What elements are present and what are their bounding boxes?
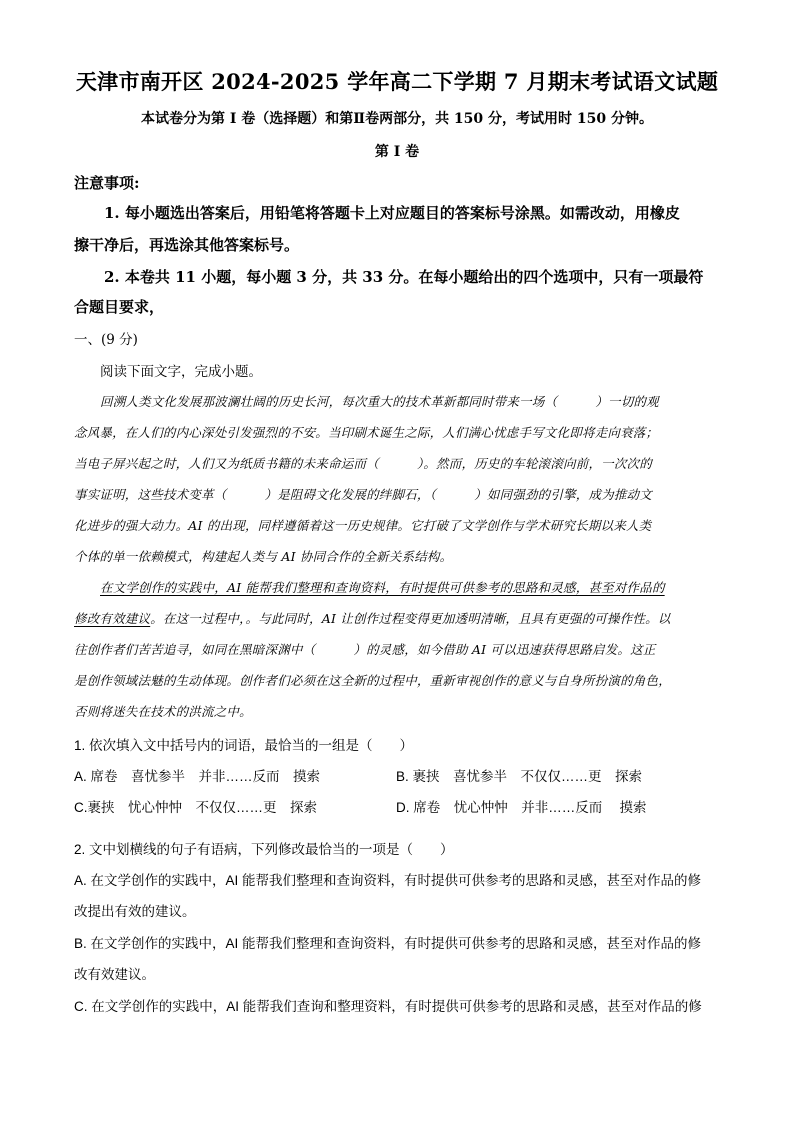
question-2-option-a-line-2: 改提出有效的建议。 <box>74 904 196 919</box>
underlined-sentence: 在文学创作的实践中，AI 能帮我们整理和查询资料，有时提供可供参考的思路和灵感，甚至对作品的 <box>100 580 665 595</box>
passage-line: 当电子屏兴起之时，人们又为纸质书籍的未来命运而（ ）。然而，历史的车轮滚滚向前，一次次的 <box>74 456 652 471</box>
notice-item-2-line-2: 合题目要求， <box>74 298 165 316</box>
passage-line: 个体的单一依赖模式，构建起人类与 AI 协同合作的全新关系结构。 <box>74 549 453 564</box>
passage-line: 事实证明，这些技术变革（ ）是阻碍文化发展的绊脚石，（ ）如同强劲的引擎，成为推动文 <box>74 487 652 502</box>
question-1-option-c: C.裹挟 忧心忡忡 不仅仅……更 探索 <box>74 800 317 815</box>
page-title: 天津市南开区 2024-2025 学年高二下学期 7 月期末考试语文试题 <box>75 69 719 94</box>
passage-line: 化进步的强大动力。AI 的出现，同样遵循着这一历史规律。它打破了文学创作与学术研究长期以来人类 <box>74 518 652 533</box>
volume-label: 第 I 卷 <box>374 144 420 160</box>
question-2-option-c-line-1: C. 在文学创作的实践中，AI 能帮我们查询和整理资料，有时提供可供参考的思路和灵感，甚至对作品的修 <box>74 999 702 1014</box>
question-2-option-b-line-1: B. 在文学创作的实践中，AI 能帮我们整理和查询资料，有时提供可供参考的思路和灵感，甚至对作品的修 <box>74 936 702 951</box>
notice-heading: 注意事项: <box>74 174 140 192</box>
passage-line: 念风暴，在人们的内心深处引发强烈的不安。当印刷术诞生之际，人们满心忧虑手写文化即将走向衰落； <box>74 425 659 440</box>
passage-line: 是创作领域法魅的生动体现。创作者们必须在这全新的过程中，重新审视创作的意义与自身所扮演的角色， <box>74 673 671 688</box>
question-1-option-b: B. 裹挟 喜忧参半 不仅仅……更 探索 <box>396 769 643 784</box>
underlined-sentence-end: 修改有效建议 <box>74 611 151 626</box>
question-2-option-a-line-1: A. 在文学创作的实践中，AI 能帮我们整理和查询资料，有时提供可供参考的思路和灵感，甚至对作品的修 <box>74 873 702 888</box>
notice-item-2-line-1: 2. 本卷共 11 小题，每小题 3 分，共 33 分。在每小题给出的四个选项中，只有一项最符 <box>104 268 704 286</box>
notice-item-1-line-1: 1. 每小题选出答案后，用铅笔将答题卡上对应题目的答案标号涂黑。如需改动，用橡皮 <box>104 204 680 222</box>
exam-subtitle: 本试卷分为第 I 卷（选择题）和第Ⅱ卷两部分，共 150 分，考试用时 150 分钟。 <box>140 111 654 127</box>
question-2-option-b-line-2: 改有效建议。 <box>74 967 155 982</box>
question-1-option-d: D. 席卷 忧心忡忡 并非……反而 摸索 <box>396 800 647 815</box>
section-instruction: 阅读下面文字，完成小题。 <box>100 364 262 380</box>
question-2-stem: 2. 文中划横线的句子有语病，下列修改最恰当的一项是（ ） <box>74 842 454 857</box>
passage-line: 回溯人类文化发展那波澜壮阔的历史长河，每次重大的技术革新都同时带来一场（ ）一切的观 <box>100 394 659 409</box>
passage-line <box>74 609 671 627</box>
passage-line: 往创作者们苦苦追寻，如同在黑暗深渊中（ ）的灵感，如今借助 AI 可以迅速获得思路启发。这正 <box>74 642 656 657</box>
notice-item-1-line-2: 擦干净后，再选涂其他答案标号。 <box>74 236 300 254</box>
passage-line: 否则将迷失在技术的洪流之中。 <box>74 704 252 719</box>
passage-line-rest: 。在这一过程中，。与此同时，AI 让创作过程变得更加透明清晰，且具有更强的可操作性。以 <box>150 611 671 626</box>
question-1-stem: 1. 依次填入文中括号内的词语，最恰当的一组是（ ） <box>74 738 414 753</box>
section-label: 一、(9 分) <box>74 332 138 348</box>
question-1-option-a: A. 席卷 喜忧参半 并非……反而 摸索 <box>74 769 321 784</box>
